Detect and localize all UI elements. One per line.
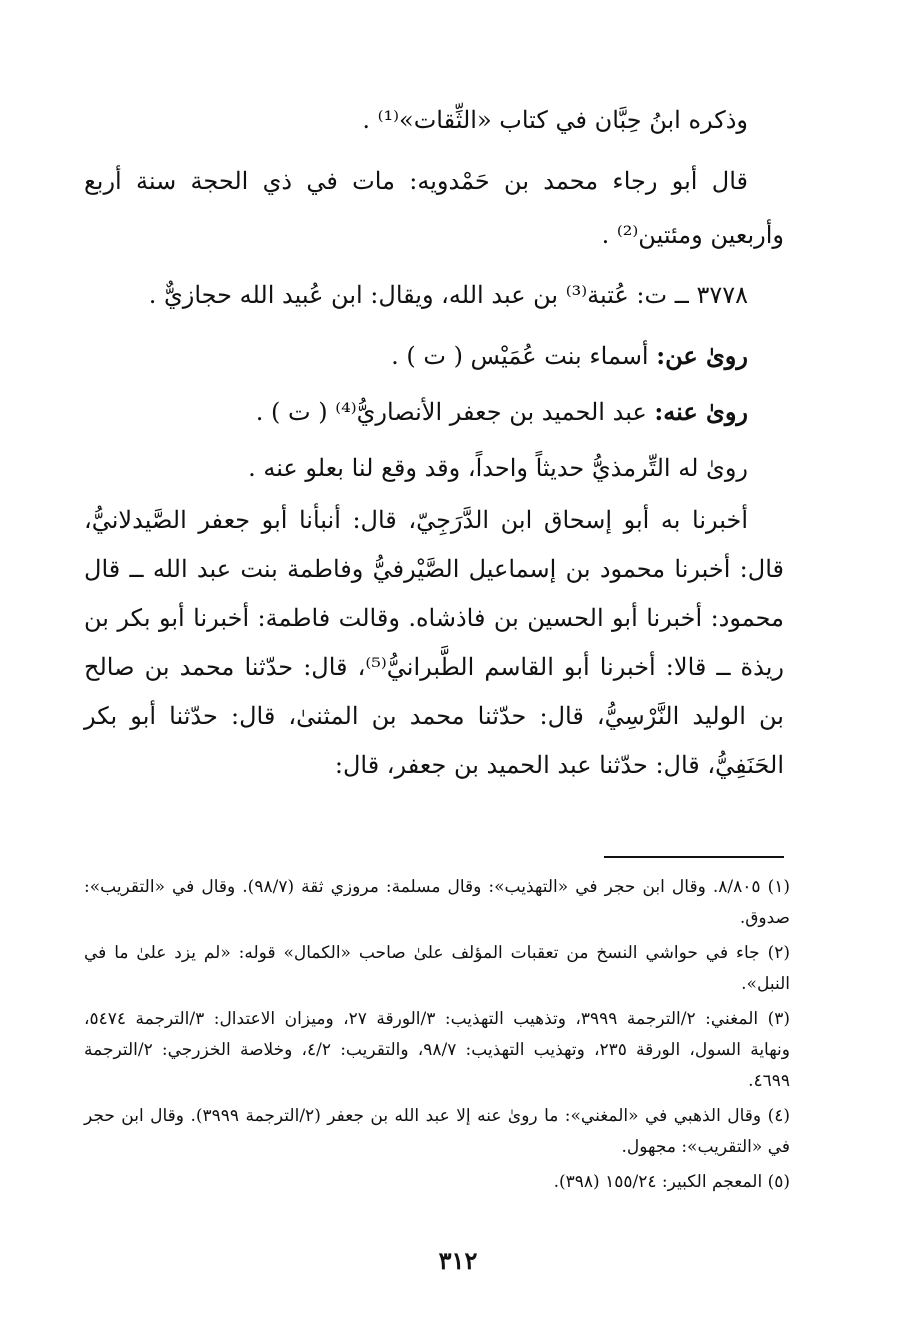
footnotes [84,872,790,1202]
narrated-by-text: عبد الحميد بن جعفر الأنصاريُّ⁽⁴⁾ ( ت ) . [255,398,655,426]
main-text [84,92,784,790]
footnote-4: (٤) وقال الذهبي في «المغني»: ما روىٰ عنه إلا عبد الله بن جعفر (٢/الترجمة ٣٩٩٩). وقال ابن حجر في «التقريب»: مجهول. [84,1106,790,1157]
footnote-5: (٥) المعجم الكبير: ١٥٥/٢٤ (٣٩٨). [553,1172,790,1192]
narrated-from-label: روىٰ عن: [656,341,748,370]
footnote-1: (١) ٨/٨٠٥. وقال ابن حجر في «التهذيب»: وقال مسلمة: مروزي ثقة (٩٨/٧). وقال في «التقريب»: صدوق. [84,877,790,928]
paragraph-text: قال أبو رجاء محمد بن حَمْدويه: مات في ذي الحجة سنة أربع وأربعين ومئتين⁽²⁾ . [84,167,784,249]
entry-heading-text: ٣٧٧٨ ــ ت: عُتبة⁽³⁾ بن عبد الله، ويقال: ابن عُبيد الله حجازيٌّ . [148,281,748,309]
paragraph-abu-raja [84,154,784,262]
entry-heading [84,268,784,322]
narrated-by [84,384,784,440]
page-number: ٣١٢ [438,1246,478,1275]
footnote-2: (٢) جاء في حواشي النسخ من تعقبات المؤلف علىٰ صاحب «الكمال» قوله: «لم يزد علىٰ ما في النبل». [84,943,790,994]
narrated-from [84,328,784,384]
paragraph-ibn-hibban [84,92,784,148]
footnote-separator [604,856,784,858]
paragraph-text: روىٰ له التِّرمذيُّ حديثاً واحداً، وقد وقع لنا بعلو عنه . [248,454,748,482]
paragraph-text: أخبرنا به أبو إسحاق ابن الدَّرَجِيّ، قال: أنبأنا أبو جعفر الصَّيدلانيُّ، قال: أخبرنا محمود بن إسماعيل الصَّيْرفيُّ وفاطمة بنت عبد الله ــ قال محمود: أخبرنا أبو الحسين بن فاذشاه. وقالت فاطمة: أخبرنا أبو بكر بن ريذة ــ قالا: أخبرنا أبو القاسم الطَّبرانيُّ⁽⁵⁾، قال: حدّثنا محمد بن صالح بن الوليد النَّرْسِيُّ، قال: حدّثنا محمد بن المثنىٰ، قال: حدّثنا أبو بكر الحَنَفِيُّ، قال: حدّثنا عبد الحميد بن جعفر، قال: [84,506,785,779]
paragraph-text: وذكره ابنُ حِبَّان في كتاب «الثِّقات»⁽¹⁾ . [362,106,748,134]
paragraph-isnad [84,496,784,790]
paragraph-tirmidhi [84,440,784,496]
narrated-from-text: أسماء بنت عُمَيْس ( ت ) . [391,342,657,370]
footnote-3: (٣) المغني: ٢/الترجمة ٣٩٩٩، وتذهيب التهذيب: ٣/الورقة ٢٧، وميزان الاعتدال: ٣/الترجمة ٥٤٧٤، ونهاية السول، الورقة ٢٣٥، وتهذيب التهذيب: ٩٨/٧، والتقريب: ٤/٢، وخلاصة الخزرجي: ٢/الترجمة ٤٦٩٩. [84,1009,791,1091]
narrated-by-label: روىٰ عنه: [654,397,748,426]
